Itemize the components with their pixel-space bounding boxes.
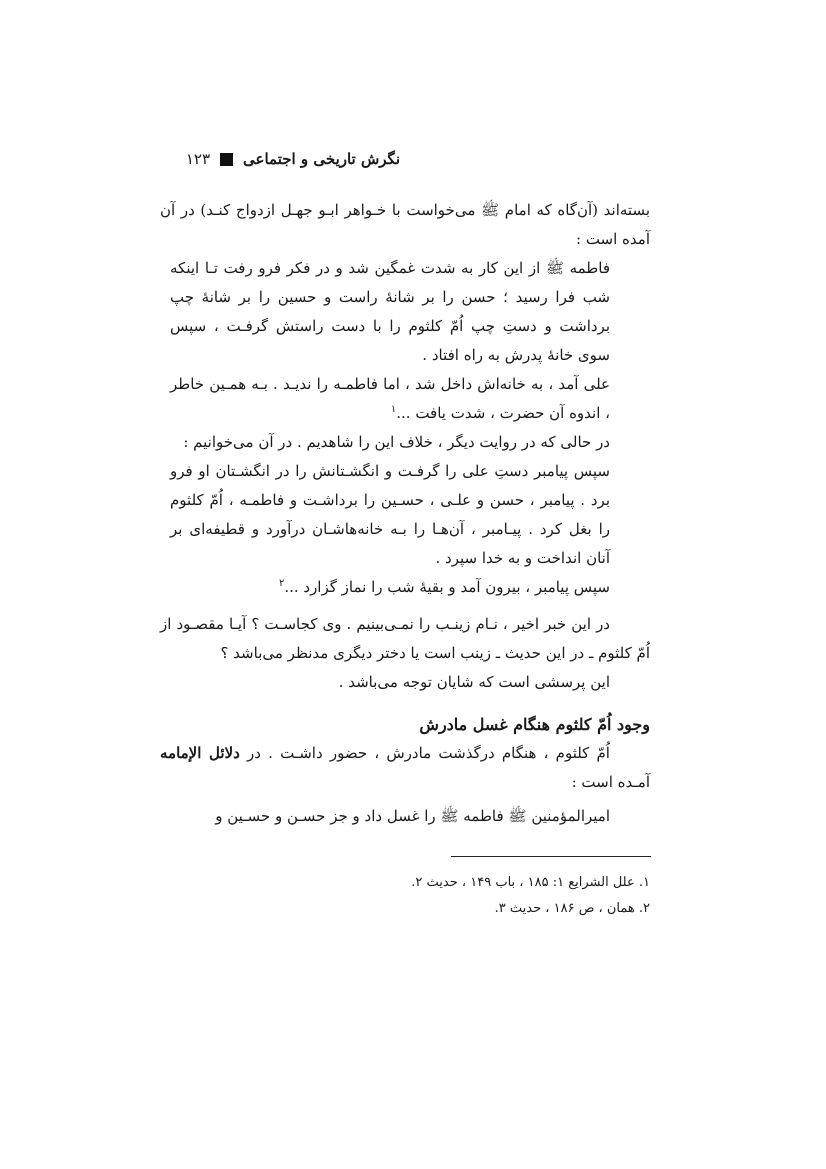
- main-text: [160, 196, 650, 254]
- paragraph-5-start: اُمّ کلثوم ، هنگام درگذشت مادرش ، حضور داشـت . در: [239, 744, 610, 762]
- running-header: [160, 150, 400, 168]
- paragraph-5: [160, 739, 650, 797]
- quote-3: امیرالمؤمنین ﷺ فاطمه ﷺ را غسل داد و جز حسـن و حسـین و: [215, 807, 610, 825]
- section-block: [160, 710, 650, 797]
- paragraph-4: این پرسشی است که شایان توجه می‌باشد .: [338, 673, 610, 691]
- quote-2-part-b: [170, 573, 610, 602]
- paragraph-3: در این خبر اخیر ، نـام زینـب را نمـی‌بینیم . وی کجاسـت ؟ آیـا مقصـود از اُمّ کلثوم ـ در این حدیث ـ زینب است یا دختر دیگری مدنظر می‌باشد ؟: [160, 615, 650, 662]
- page-number: ۱۲۳: [185, 150, 211, 168]
- footnote-1: ۱. علل الشرایع ۱: ۱۸۵ ، باب ۱۴۹ ، حدیث ۲.: [411, 875, 650, 890]
- footnote-divider: [451, 856, 651, 857]
- header-title: نگرش تاریخی و اجتماعی: [243, 150, 400, 168]
- quote-1-part-a: فاطمه ﷺ از این کار به شدت غمگین شد و در فکر فرو رفت تـا اینکه شب فرا رسید ؛ حسن را بر شانهٔ راست و حسین را بر شانهٔ چپ برداشت و دستِ چپ اُمّ کلثوم را با دست راستش گرفـت ، سپس سوی خانهٔ پدرش به راه افتاد .: [170, 259, 610, 364]
- quote-1-part-b-text: علی آمد ، به خانه‌اش داخل شد ، اما فاطمـه را ندیـد . بـه همـین خاطر ، اندوه آن حضرت ، شدت یافت ...: [170, 375, 610, 422]
- paragraph-2: در حالی که در روایت دیگر ، خلاف این را شاهدیم . در آن می‌خوانیم :: [183, 433, 610, 451]
- footnotes: [350, 870, 650, 922]
- quote-block-2: [160, 457, 650, 602]
- paragraph-3-block: [160, 610, 650, 697]
- footnote-ref-2: ۲: [278, 578, 285, 589]
- paragraph-5-end: آمـده است :: [571, 773, 650, 791]
- quote-1-part-b: [170, 370, 610, 428]
- quote-block-1: [160, 254, 650, 428]
- quote-block-3: [160, 802, 650, 831]
- square-bullet-icon: [220, 153, 233, 166]
- quote-2-part-a: سپس پیامبر دستِ علی را گرفـت و انگشـتانش را در انگشـتان او فرو برد . پیامبر ، حسن و علـی ، حسـین را برداشـت و فاطمـه ، اُمّ کلثوم را بغل کرد . پیـامبر ، آن‌هـا را بـه خانه‌هاشـان درآورد و قطیفه‌ای بر آنان انداخت و به خدا سپرد .: [170, 462, 610, 567]
- quote-2-part-b-text: سپس پیامبر ، بیرون آمد و بقیهٔ شب را نماز گزارد ...: [284, 578, 610, 596]
- paragraph-intro: بسته‌اند (آن‌گاه که امام ﷺ می‌خواست با خـواهر ابـو جهـل ازدواج کنـد) در آن آمده است :: [160, 201, 650, 248]
- book-title: دلائل الإمامه: [160, 744, 240, 762]
- footnote-2: ۲. همان ، ص ۱۸۶ ، حدیث ۳.: [494, 901, 650, 916]
- footnote-ref-1: ۱: [390, 404, 397, 415]
- section-heading: وجود اُمّ کلثوم هنگام غسل مادرش: [419, 715, 650, 734]
- paragraph-2-block: [160, 428, 650, 457]
